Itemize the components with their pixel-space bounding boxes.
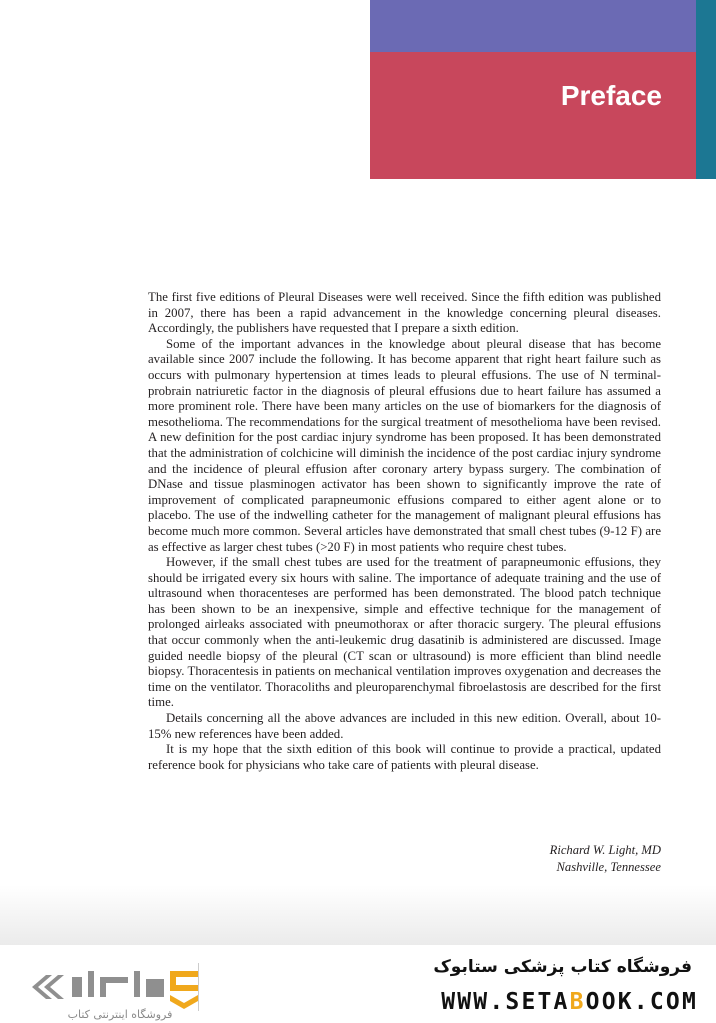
author-location: Nashville, Tennessee [556,860,661,874]
footer-fade [0,885,716,945]
paragraph: Details concerning all the above advances are included in this new edition. Overall, about 10-15% new references have been added. [148,711,661,741]
store-url[interactable] [368,989,698,1015]
page-title: Preface [560,80,662,111]
logo-subtitle: فروشگاه اینترنتی کتاب [67,1008,173,1021]
store-name: فروشگاه کتاب پزشکی ستابوک [433,957,692,977]
author-signature [550,842,661,876]
logo-divider [198,963,199,1011]
author-name: Richard W. Light, MD [549,843,661,857]
header-band-teal [696,0,716,179]
paragraph: Some of the important advances in the knowledge about pleural disease that has become available since 2007 include the following. It has become apparent that right heart failure such as occurs with pulmonary hypertension at times leads to pleural effusions. The use of N terminal-probrain natriuretic factor in the diagnosis of pleural effusions due to heart failure has assumed a more prominent role. There have been many articles on the use of biomarkers for the diagnosis of mesothelioma. The recommendations for the surgical treatment of mesothelioma have been revised. A new definition for the post cardiac injury syndrome has been proposed. It has been demonstrated that the administration of colchicine will diminish the incidence of the post cardiac injury syndrome and the incidence of pleural effusion after coronary artery bypass surgery. The combination of DNase and tissue plasminogen activator has been shown to significantly improve the rate of improvement of complicated parapneumonic effusions compared to either agent alone or to placebo. The use of the indwelling catheter for the management of malignant pleural effusions has become much more common. Several articles have demonstrated that small chest tubes (9-12 F) are as effective as larger chest tubes (>20 F) in most patients who require chest tubes. [148,336,661,554]
preface-body [148,290,661,773]
paragraph: It is my hope that the sixth edition of this book will continue to provide a practical, updated reference book for physicians who take care of patients with pleural disease. [148,742,661,772]
url-suffix: OOK.COM [585,989,698,1015]
setabook-logo-icon [30,965,200,1010]
watermark-footer [0,945,716,1023]
paragraph: However, if the small chest tubes are used for the treatment of parapneumonic effusions, they should be irrigated every six hours with saline. The importance of adequate training and the use of ultrasound when thoracenteses are performed has been demonstrated. The blood patch technique has been shown to be an inexpensive, simple and effective technique for the management of prolonged airleaks associated with pneumothorax or after thoracic surgery. The pleural effusions that occur commonly when the anti-leukemic drug dasatinib is administered are discussed. Image guided needle biopsy of the pleural (CT scan or ultrasound) is more efficient than blind needle biopsy. Thoracentesis in patients on mechanical ventilation improves oxygenation and decreases the time on the ventilator. Thoracoliths and pleuroparenchymal fibroelastosis are described for the first time. [148,555,661,710]
url-prefix: WWW.SETA [441,989,570,1015]
paragraph: The first five editions of Pleural Diseases were well received. Since the fifth edition was published in 2007, there has been a rapid advancement in the knowledge concerning pleural diseases. Accordingly, the publishers have requested that I prepare a sixth edition. [148,290,661,336]
header-band-purple [370,0,696,52]
header-band-red [370,52,696,179]
url-highlight: B [569,989,586,1015]
